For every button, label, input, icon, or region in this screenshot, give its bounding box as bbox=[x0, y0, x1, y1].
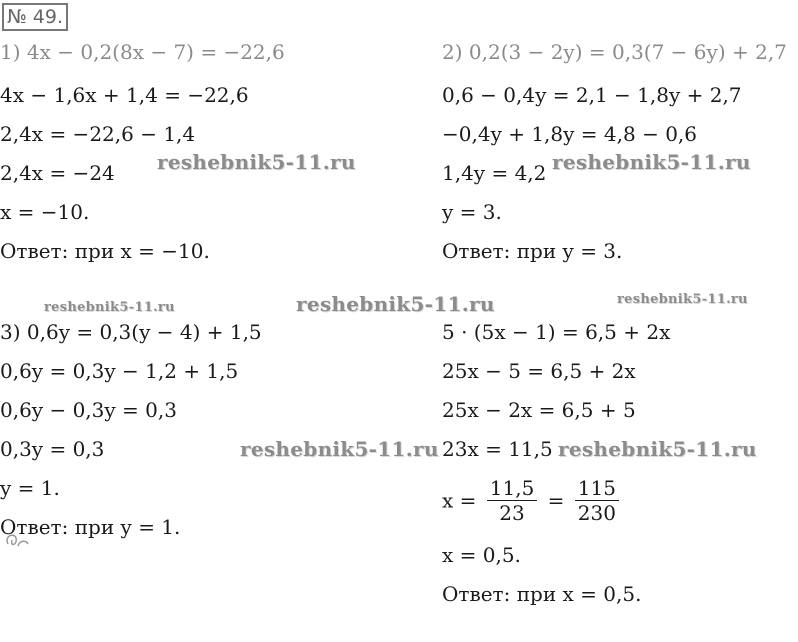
task-2-heading: 2) 0,2(3 − 2y) = 0,3(7 − 6y) + 2,7 bbox=[442, 40, 787, 64]
task-2-answer: Ответ: при y = 3. bbox=[442, 239, 623, 263]
task-4-step: 25x − 5 = 6,5 + 2x bbox=[442, 359, 636, 383]
task-3-step: 0,6y = 0,3y − 1,2 + 1,5 bbox=[0, 359, 239, 383]
task-1-step: x = −10. bbox=[0, 200, 90, 224]
watermark: reshebnik5-11.ru bbox=[617, 292, 748, 307]
watermark: reshebnik5-11.ru bbox=[296, 292, 495, 316]
task-3-heading: 3) 0,6y = 0,3(y − 4) + 1,5 bbox=[0, 320, 262, 344]
fraction-lhs: x = bbox=[442, 488, 477, 513]
task-2-step: 1,4y = 4,2 bbox=[442, 161, 547, 185]
task-1-step: 2,4x = −22,6 − 1,4 bbox=[0, 122, 196, 146]
task-4-answer: Ответ: при x = 0,5. bbox=[442, 582, 642, 606]
task-2-step: y = 3. bbox=[442, 200, 502, 224]
fraction-2-numerator: 115 bbox=[575, 476, 619, 501]
task-2-step: 0,6 − 0,4y = 2,1 − 1,8y + 2,7 bbox=[442, 83, 742, 107]
fraction-1-denominator: 23 bbox=[499, 501, 525, 525]
fraction-1-numerator: 11,5 bbox=[487, 476, 538, 501]
task-1-answer: Ответ: при x = −10. bbox=[0, 239, 210, 263]
task-4-step: 25x − 2x = 6,5 + 5 bbox=[442, 398, 636, 422]
task-4-fraction-line bbox=[442, 476, 623, 525]
watermark: reshebnik5-11.ru bbox=[552, 150, 751, 174]
task-3-answer: Ответ: при y = 1. bbox=[0, 515, 181, 539]
task-1-heading: 1) 4x − 0,2(8x − 7) = −22,6 bbox=[0, 40, 285, 64]
task-3-step: 0,6y − 0,3y = 0,3 bbox=[0, 398, 177, 422]
watermark: reshebnik5-11.ru bbox=[240, 437, 439, 461]
fraction-2-denominator: 230 bbox=[577, 501, 616, 525]
watermark: reshebnik5-11.ru bbox=[558, 437, 757, 461]
watermark: reshebnik5-11.ru bbox=[44, 300, 175, 315]
task-3-step: 0,3y = 0,3 bbox=[0, 437, 105, 461]
task-1-step: 4x − 1,6x + 1,4 = −22,6 bbox=[0, 83, 249, 107]
task-4-step: 23x = 11,5 bbox=[442, 437, 553, 461]
fraction-2 bbox=[575, 476, 619, 525]
watermark: reshebnik5-11.ru bbox=[157, 150, 356, 174]
task-2-step: −0,4y + 1,8y = 4,8 − 0,6 bbox=[442, 122, 697, 146]
fraction-1 bbox=[487, 476, 538, 525]
task-3-step: y = 1. bbox=[0, 476, 60, 500]
scribble-mark bbox=[4, 530, 32, 550]
task-1-step: 2,4x = −24 bbox=[0, 161, 115, 185]
task-4-step: x = 0,5. bbox=[442, 543, 521, 567]
fraction-equals: = bbox=[547, 488, 565, 513]
task-4-step: 5 · (5x − 1) = 6,5 + 2x bbox=[442, 320, 671, 344]
problem-number-badge: № 49. bbox=[2, 3, 68, 31]
